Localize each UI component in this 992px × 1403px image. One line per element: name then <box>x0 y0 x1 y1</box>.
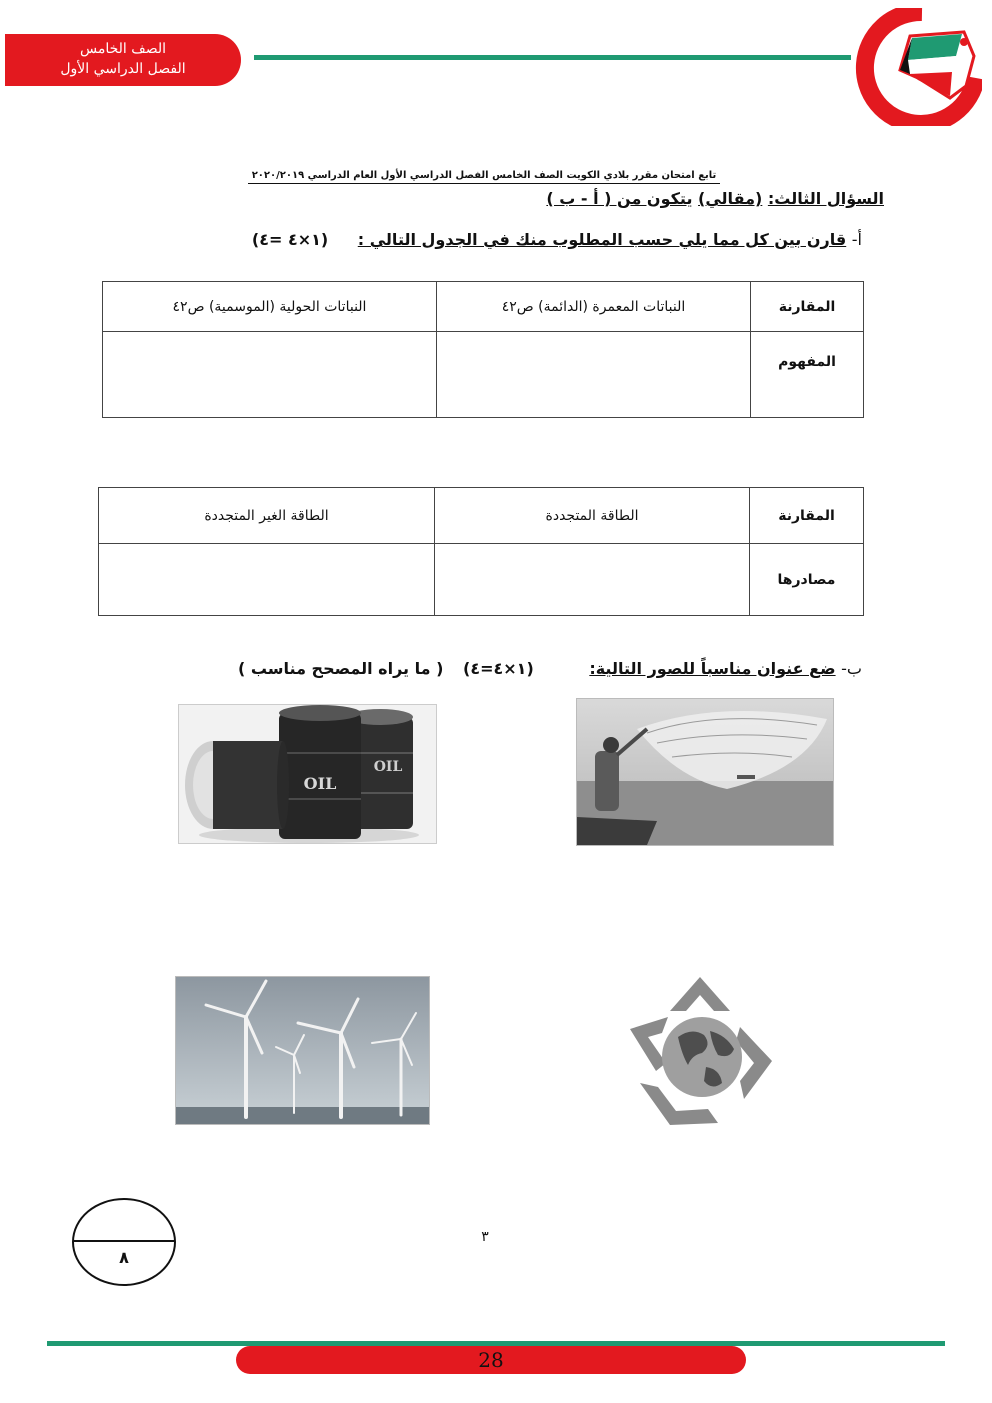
part-b-note: ( ما يراه المصحح مناسب ) <box>237 659 444 678</box>
table2-col-renewable: الطاقة المتجددة <box>435 488 750 544</box>
score-value: ٨ <box>119 1248 129 1267</box>
part-a-instruction: قارن بين كل مما يلي حسب المطلوب منك في الجدول التالي : <box>357 230 847 249</box>
table2-row-sources: مصادرها <box>750 544 864 616</box>
grade-badge <box>5 34 241 86</box>
score-divider <box>74 1240 174 1242</box>
header-rule <box>254 55 851 60</box>
kuwait-logo <box>852 8 982 126</box>
table1-answer-perennial[interactable] <box>437 332 751 418</box>
comparison-table-energy <box>98 487 864 616</box>
table2-corner: المقارنة <box>750 488 864 544</box>
part-b-letter: ب- <box>841 659 862 678</box>
part-a-heading <box>252 230 862 249</box>
wind-turbines-image <box>175 976 430 1125</box>
page-number-badge <box>236 1346 746 1374</box>
oil-barrels-image <box>178 704 437 844</box>
part-b-instruction: ضع عنوان مناسباً للصور التالية: <box>589 659 836 678</box>
comparison-table-plants <box>102 281 864 418</box>
recycling-globe-image <box>622 975 778 1131</box>
table1-corner: المقارنة <box>751 282 864 332</box>
oil-label-back: OIL <box>373 759 403 775</box>
part-a-marks: (١×٤ =٤) <box>251 230 329 249</box>
page-number: 28 <box>478 1348 504 1372</box>
grade-label: الصف الخامس <box>79 41 167 57</box>
exam-subtitle: تابع امتحان مقرر بلادي الكويت الصف الخامس الفصل الدراسي الأول العام الدراسي ٢٠٢٠/٢٠١٩ <box>248 170 720 184</box>
semester-label: الفصل الدراسي الأول <box>60 61 186 77</box>
part-a-letter: أ- <box>851 230 862 249</box>
page-number-arabic: ٣ <box>481 1229 489 1245</box>
table1-col-perennial: النباتات المعمرة (الدائمة) ص٤٢ <box>437 282 751 332</box>
part-b-heading <box>238 659 862 678</box>
part-b-marks: (١×٤=٤) <box>463 659 534 678</box>
question-title: السؤال الثالث: <box>767 189 884 208</box>
fishing-net-image <box>576 698 834 846</box>
table2-answer-renewable[interactable] <box>435 544 750 616</box>
table1-row-concept: المفهوم <box>751 332 864 418</box>
score-circle <box>72 1198 176 1286</box>
table1-answer-annual[interactable] <box>103 332 437 418</box>
question-composition: يتكون من ( أ - ب ) <box>546 189 693 208</box>
question-type: (مقالي) <box>698 189 763 208</box>
oil-label-front: OIL <box>303 774 337 793</box>
table2-answer-nonrenewable[interactable] <box>99 544 435 616</box>
table1-col-annual: النباتات الحولية (الموسمية) ص٤٢ <box>103 282 437 332</box>
table2-col-nonrenewable: الطاقة الغير المتجددة <box>99 488 435 544</box>
question-heading <box>546 189 884 208</box>
